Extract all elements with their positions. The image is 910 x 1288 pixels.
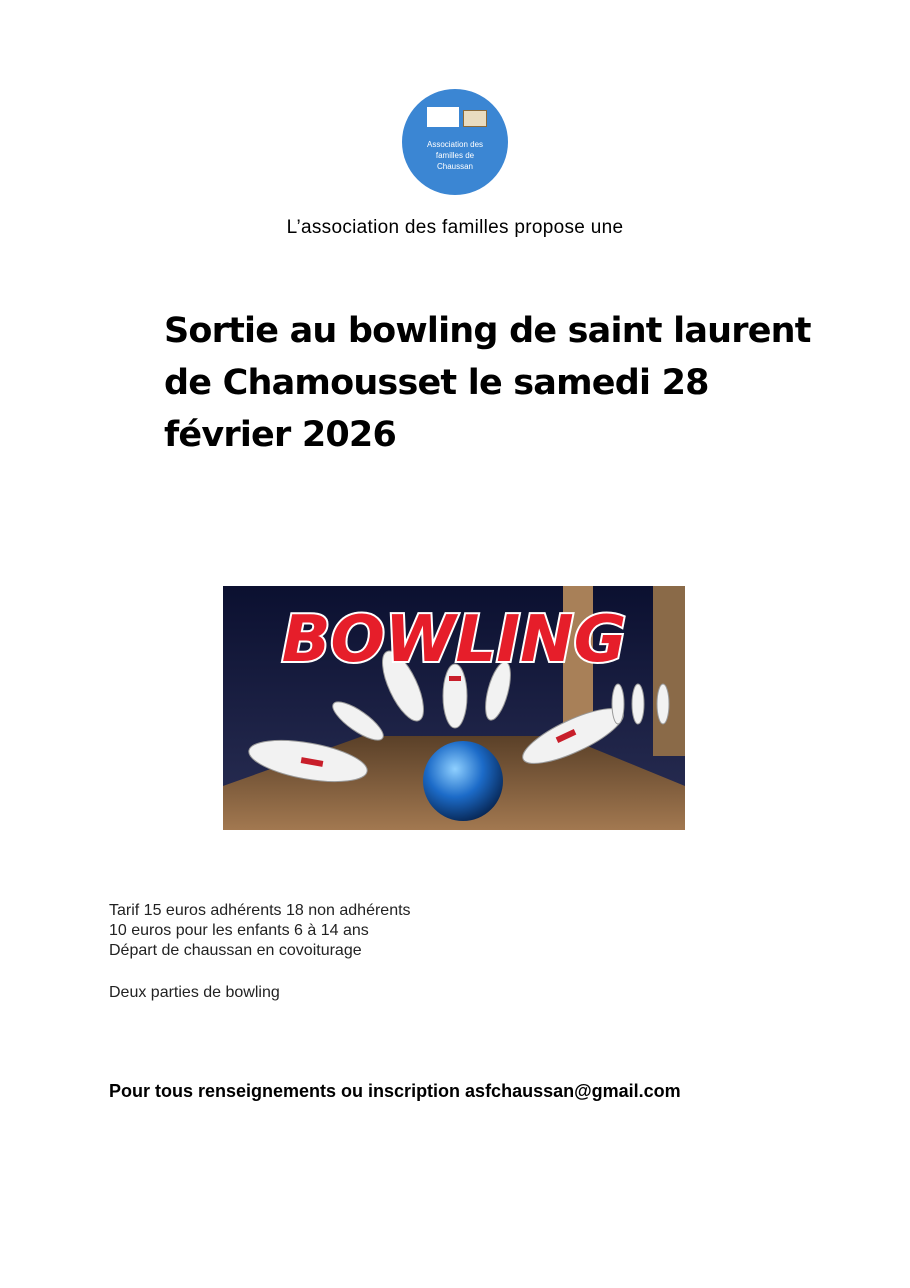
- association-logo: [402, 89, 508, 195]
- bowling-image: [223, 586, 685, 830]
- detail-children-price: 10 euros pour les enfants 6 à 14 ans: [109, 922, 369, 939]
- contact-info: Pour tous renseignements ou inscription asfchaussan@gmail.com: [109, 1081, 681, 1101]
- logo-family-image: [427, 107, 459, 127]
- bowling-image-text: BOWLING: [281, 603, 627, 677]
- logo-building-image: [463, 110, 487, 127]
- details-block: [109, 901, 411, 1003]
- intro-text: L’association des familles propose une: [286, 217, 624, 238]
- logo-text: Association des familles de Chaussan: [426, 140, 484, 171]
- page-title: Sortie au bowling de saint laurent de Chamousset le samedi 28 février 2026: [164, 311, 811, 455]
- detail-games: Deux parties de bowling: [109, 984, 280, 1001]
- detail-price: Tarif 15 euros adhérents 18 non adhérents: [109, 902, 411, 919]
- detail-departure: Départ de chaussan en covoiturage: [109, 942, 362, 959]
